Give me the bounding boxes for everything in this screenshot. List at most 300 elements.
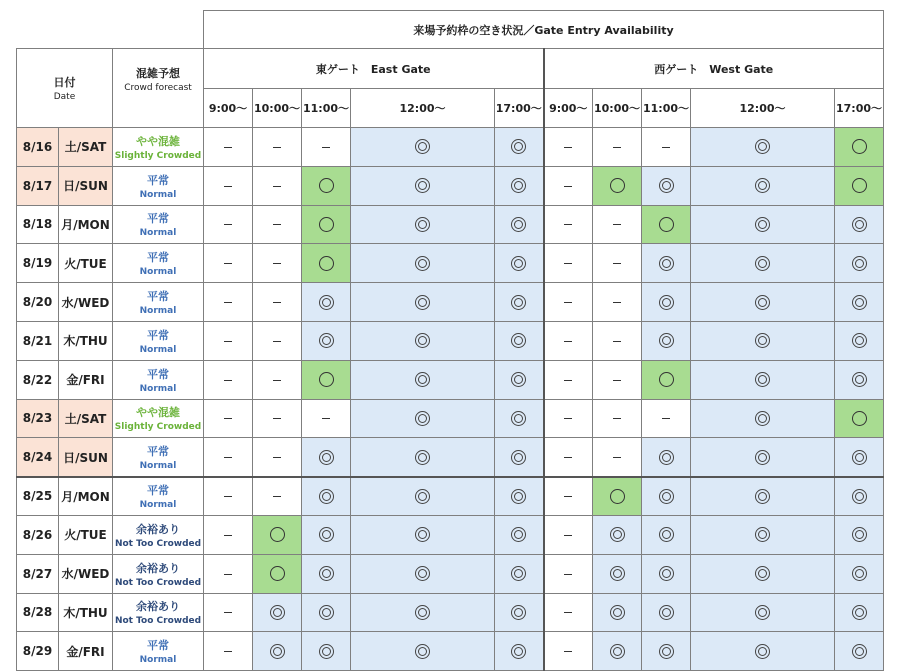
dash-icon <box>564 418 572 419</box>
forecast-label-jp: 平常 <box>147 639 169 653</box>
double-circle-icon <box>319 295 334 310</box>
blank-corner <box>17 11 204 49</box>
double-circle-icon <box>852 217 867 232</box>
double-circle-icon <box>511 489 526 504</box>
double-circle-icon <box>755 566 770 581</box>
east-slot-1200 <box>351 515 495 554</box>
dash-icon <box>613 341 621 342</box>
east-gate-header: 東ゲート East Gate <box>204 49 544 89</box>
forecast-label-en: Not Too Crowded <box>114 577 202 588</box>
day-cell: 日/SUN <box>59 438 113 477</box>
west-slot-0900 <box>544 244 593 283</box>
day-cell: 土/SAT <box>59 128 113 167</box>
double-circle-icon <box>415 295 430 310</box>
table-row <box>17 244 884 283</box>
dash-icon <box>224 380 232 381</box>
double-circle-icon <box>511 411 526 426</box>
east-time-1200: 12:00～ <box>351 89 495 128</box>
day-cell: 火/TUE <box>59 515 113 554</box>
double-circle-icon <box>610 605 625 620</box>
west-slot-1100 <box>642 283 691 322</box>
dash-icon <box>662 418 670 419</box>
circle-icon <box>659 372 674 387</box>
dash-icon <box>224 341 232 342</box>
circle-icon <box>319 372 334 387</box>
forecast-cell <box>113 554 204 593</box>
dash-icon <box>662 147 670 148</box>
west-slot-1700 <box>835 438 884 477</box>
dash-icon <box>613 380 621 381</box>
west-slot-1000 <box>593 283 642 322</box>
east-slot-0900 <box>204 515 253 554</box>
double-circle-icon <box>755 139 770 154</box>
forecast-label-en: Normal <box>139 267 177 278</box>
dash-icon <box>613 224 621 225</box>
dash-icon <box>224 535 232 536</box>
dash-icon <box>564 147 572 148</box>
east-slot-1200 <box>351 554 495 593</box>
east-slot-1200 <box>351 321 495 360</box>
dash-icon <box>273 418 281 419</box>
east-slot-0900 <box>204 477 253 516</box>
east-slot-1700 <box>495 515 544 554</box>
day-cell: 日/SUN <box>59 166 113 205</box>
west-slot-1700 <box>835 477 884 516</box>
dash-icon <box>224 496 232 497</box>
forecast-cell <box>113 283 204 322</box>
date-cell: 8/22 <box>17 360 59 399</box>
east-slot-1200 <box>351 632 495 671</box>
east-slot-1100 <box>302 554 351 593</box>
east-slot-1100 <box>302 360 351 399</box>
west-time-1000: 10:00～ <box>593 89 642 128</box>
east-slot-1700 <box>495 166 544 205</box>
east-slot-1200 <box>351 244 495 283</box>
double-circle-icon <box>755 605 770 620</box>
east-slot-1200 <box>351 399 495 438</box>
west-slot-1000 <box>593 477 642 516</box>
west-slot-1000 <box>593 321 642 360</box>
west-slot-1000 <box>593 515 642 554</box>
double-circle-icon <box>659 256 674 271</box>
dash-icon <box>273 380 281 381</box>
forecast-cell <box>113 477 204 516</box>
double-circle-icon <box>415 372 430 387</box>
date-cell: 8/24 <box>17 438 59 477</box>
dash-icon <box>273 496 281 497</box>
double-circle-icon <box>270 644 285 659</box>
date-cell: 8/21 <box>17 321 59 360</box>
double-circle-icon <box>415 605 430 620</box>
east-slot-1700 <box>495 399 544 438</box>
east-slot-1700 <box>495 554 544 593</box>
east-slot-0900 <box>204 632 253 671</box>
west-slot-0900 <box>544 554 593 593</box>
dash-icon <box>322 418 330 419</box>
day-cell: 火/TUE <box>59 244 113 283</box>
double-circle-icon <box>319 333 334 348</box>
east-slot-0900 <box>204 360 253 399</box>
west-slot-0900 <box>544 632 593 671</box>
double-circle-icon <box>852 489 867 504</box>
circle-icon <box>852 139 867 154</box>
double-circle-icon <box>415 489 430 504</box>
dash-icon <box>273 263 281 264</box>
east-slot-1000 <box>253 360 302 399</box>
east-slot-0900 <box>204 554 253 593</box>
day-cell: 水/WED <box>59 554 113 593</box>
west-slot-1700 <box>835 244 884 283</box>
double-circle-icon <box>511 333 526 348</box>
double-circle-icon <box>755 527 770 542</box>
circle-icon <box>319 178 334 193</box>
east-slot-1700 <box>495 593 544 632</box>
dash-icon <box>613 418 621 419</box>
table-row <box>17 438 884 477</box>
double-circle-icon <box>511 450 526 465</box>
west-slot-1700 <box>835 632 884 671</box>
dash-icon <box>564 535 572 536</box>
double-circle-icon <box>610 566 625 581</box>
dash-icon <box>322 147 330 148</box>
east-slot-1000 <box>253 283 302 322</box>
forecast-label-en: Not Too Crowded <box>114 538 202 549</box>
west-time-0900: 9:00～ <box>544 89 593 128</box>
forecast-label-jp: 平常 <box>147 328 169 342</box>
west-slot-1100 <box>642 205 691 244</box>
table-title: 来場予約枠の空き状況／Gate Entry Availability <box>204 11 884 49</box>
double-circle-icon <box>659 333 674 348</box>
double-circle-icon <box>659 644 674 659</box>
east-slot-1100 <box>302 632 351 671</box>
east-slot-1100 <box>302 244 351 283</box>
dash-icon <box>273 302 281 303</box>
east-slot-1200 <box>351 360 495 399</box>
west-slot-1200 <box>691 438 835 477</box>
west-slot-1200 <box>691 166 835 205</box>
west-slot-0900 <box>544 515 593 554</box>
east-slot-1000 <box>253 477 302 516</box>
dash-icon <box>224 263 232 264</box>
dash-icon <box>224 224 232 225</box>
west-slot-1100 <box>642 593 691 632</box>
east-slot-1100 <box>302 477 351 516</box>
east-slot-1100 <box>302 205 351 244</box>
forecast-header <box>113 49 204 128</box>
double-circle-icon <box>415 139 430 154</box>
east-slot-0900 <box>204 128 253 167</box>
dash-icon <box>564 574 572 575</box>
circle-icon <box>319 217 334 232</box>
dash-icon <box>224 147 232 148</box>
west-slot-1700 <box>835 166 884 205</box>
east-slot-1000 <box>253 244 302 283</box>
dash-icon <box>613 147 621 148</box>
double-circle-icon <box>319 489 334 504</box>
double-circle-icon <box>511 256 526 271</box>
date-cell: 8/28 <box>17 593 59 632</box>
double-circle-icon <box>659 605 674 620</box>
double-circle-icon <box>755 489 770 504</box>
east-slot-1700 <box>495 477 544 516</box>
west-slot-1700 <box>835 593 884 632</box>
forecast-cell <box>113 166 204 205</box>
forecast-label-jp: 余裕あり <box>136 561 180 575</box>
double-circle-icon <box>852 295 867 310</box>
day-cell: 金/FRI <box>59 360 113 399</box>
east-slot-1100 <box>302 438 351 477</box>
west-slot-1200 <box>691 360 835 399</box>
date-cell: 8/23 <box>17 399 59 438</box>
day-cell: 金/FRI <box>59 632 113 671</box>
west-slot-1200 <box>691 244 835 283</box>
west-slot-1200 <box>691 632 835 671</box>
west-slot-0900 <box>544 166 593 205</box>
double-circle-icon <box>511 605 526 620</box>
forecast-label-jp: やや混雑 <box>136 406 180 420</box>
forecast-label-en: Slightly Crowded <box>114 150 202 161</box>
forecast-label-en: Normal <box>139 228 177 239</box>
date-header-en: Date <box>53 92 76 102</box>
dash-icon <box>273 457 281 458</box>
east-slot-0900 <box>204 166 253 205</box>
west-slot-1200 <box>691 554 835 593</box>
east-slot-1200 <box>351 166 495 205</box>
west-slot-1200 <box>691 593 835 632</box>
date-cell: 8/27 <box>17 554 59 593</box>
east-slot-0900 <box>204 399 253 438</box>
forecast-cell <box>113 632 204 671</box>
double-circle-icon <box>415 333 430 348</box>
date-cell: 8/25 <box>17 477 59 516</box>
west-slot-0900 <box>544 477 593 516</box>
double-circle-icon <box>319 450 334 465</box>
west-slot-1700 <box>835 554 884 593</box>
double-circle-icon <box>511 139 526 154</box>
dash-icon <box>224 457 232 458</box>
double-circle-icon <box>852 372 867 387</box>
west-slot-1000 <box>593 399 642 438</box>
dash-icon <box>564 457 572 458</box>
west-time-1200: 12:00～ <box>691 89 835 128</box>
double-circle-icon <box>319 527 334 542</box>
west-slot-1000 <box>593 205 642 244</box>
west-slot-0900 <box>544 360 593 399</box>
east-slot-1700 <box>495 632 544 671</box>
dash-icon <box>224 651 232 652</box>
dash-icon <box>273 147 281 148</box>
table-row <box>17 321 884 360</box>
double-circle-icon <box>415 644 430 659</box>
forecast-label-jp: 余裕あり <box>136 600 180 614</box>
forecast-label-jp: 平常 <box>147 484 169 498</box>
double-circle-icon <box>511 372 526 387</box>
west-slot-1200 <box>691 515 835 554</box>
east-time-0900: 9:00～ <box>204 89 253 128</box>
dash-icon <box>224 612 232 613</box>
east-slot-0900 <box>204 593 253 632</box>
east-slot-1100 <box>302 321 351 360</box>
forecast-label-en: Slightly Crowded <box>114 422 202 433</box>
west-slot-0900 <box>544 438 593 477</box>
double-circle-icon <box>415 450 430 465</box>
dash-icon <box>613 263 621 264</box>
double-circle-icon <box>511 566 526 581</box>
double-circle-icon <box>659 527 674 542</box>
forecast-label-en: Normal <box>139 306 177 317</box>
east-slot-1700 <box>495 244 544 283</box>
day-cell: 月/MON <box>59 205 113 244</box>
west-slot-1200 <box>691 477 835 516</box>
east-slot-1000 <box>253 166 302 205</box>
west-slot-1700 <box>835 321 884 360</box>
west-slot-0900 <box>544 593 593 632</box>
circle-icon <box>270 566 285 581</box>
double-circle-icon <box>659 450 674 465</box>
date-cell: 8/17 <box>17 166 59 205</box>
east-slot-1100 <box>302 593 351 632</box>
east-slot-1200 <box>351 477 495 516</box>
double-circle-icon <box>755 411 770 426</box>
double-circle-icon <box>852 256 867 271</box>
west-slot-1700 <box>835 283 884 322</box>
east-slot-0900 <box>204 205 253 244</box>
forecast-label-jp: 平常 <box>147 251 169 265</box>
double-circle-icon <box>415 217 430 232</box>
table-row <box>17 515 884 554</box>
dash-icon <box>273 341 281 342</box>
forecast-label-en: Normal <box>139 655 177 666</box>
west-gate-header: 西ゲート West Gate <box>544 49 884 89</box>
west-time-1100: 11:00～ <box>642 89 691 128</box>
double-circle-icon <box>319 566 334 581</box>
double-circle-icon <box>511 527 526 542</box>
date-header <box>17 49 113 128</box>
west-time-1700: 17:00～ <box>835 89 884 128</box>
west-slot-1100 <box>642 399 691 438</box>
east-slot-1200 <box>351 283 495 322</box>
east-slot-1000 <box>253 128 302 167</box>
table-row <box>17 283 884 322</box>
double-circle-icon <box>852 605 867 620</box>
east-time-1700: 17:00～ <box>495 89 544 128</box>
forecast-label-en: Normal <box>139 383 177 394</box>
east-slot-1000 <box>253 554 302 593</box>
table-row <box>17 399 884 438</box>
east-slot-0900 <box>204 283 253 322</box>
forecast-label-en: Normal <box>139 500 177 511</box>
date-cell: 8/26 <box>17 515 59 554</box>
double-circle-icon <box>755 450 770 465</box>
east-slot-1200 <box>351 438 495 477</box>
double-circle-icon <box>755 372 770 387</box>
east-slot-1100 <box>302 128 351 167</box>
east-slot-1000 <box>253 438 302 477</box>
circle-icon <box>852 178 867 193</box>
east-time-1000: 10:00～ <box>253 89 302 128</box>
double-circle-icon <box>415 566 430 581</box>
west-slot-1000 <box>593 438 642 477</box>
forecast-label-en: Normal <box>139 344 177 355</box>
east-slot-1700 <box>495 360 544 399</box>
west-slot-1200 <box>691 205 835 244</box>
east-slot-0900 <box>204 321 253 360</box>
west-slot-1000 <box>593 360 642 399</box>
west-slot-1700 <box>835 515 884 554</box>
forecast-label-jp: やや混雑 <box>136 134 180 148</box>
table-row <box>17 477 884 516</box>
forecast-label-jp: 平常 <box>147 212 169 226</box>
double-circle-icon <box>852 527 867 542</box>
dash-icon <box>564 380 572 381</box>
forecast-header-jp: 混雑予想 <box>136 67 180 80</box>
dash-icon <box>273 186 281 187</box>
double-circle-icon <box>610 527 625 542</box>
double-circle-icon <box>755 217 770 232</box>
west-slot-1200 <box>691 128 835 167</box>
west-slot-1000 <box>593 244 642 283</box>
double-circle-icon <box>511 217 526 232</box>
forecast-label-jp: 余裕あり <box>136 522 180 536</box>
west-slot-1200 <box>691 283 835 322</box>
forecast-label-jp: 平常 <box>147 290 169 304</box>
east-slot-1700 <box>495 438 544 477</box>
dash-icon <box>564 263 572 264</box>
west-slot-1100 <box>642 515 691 554</box>
west-slot-1100 <box>642 244 691 283</box>
table-row <box>17 205 884 244</box>
circle-icon <box>610 489 625 504</box>
date-cell: 8/16 <box>17 128 59 167</box>
west-slot-1000 <box>593 554 642 593</box>
circle-icon <box>270 527 285 542</box>
double-circle-icon <box>852 566 867 581</box>
table-row <box>17 128 884 167</box>
forecast-cell <box>113 399 204 438</box>
day-cell: 木/THU <box>59 593 113 632</box>
east-slot-1100 <box>302 515 351 554</box>
dash-icon <box>564 341 572 342</box>
double-circle-icon <box>755 178 770 193</box>
west-slot-1100 <box>642 477 691 516</box>
forecast-cell <box>113 205 204 244</box>
east-slot-1200 <box>351 205 495 244</box>
forecast-header-en: Crowd forecast <box>124 83 192 93</box>
dash-icon <box>613 457 621 458</box>
double-circle-icon <box>415 178 430 193</box>
double-circle-icon <box>610 644 625 659</box>
west-slot-0900 <box>544 205 593 244</box>
double-circle-icon <box>755 295 770 310</box>
east-slot-1000 <box>253 399 302 438</box>
double-circle-icon <box>415 256 430 271</box>
west-slot-1700 <box>835 205 884 244</box>
forecast-cell <box>113 593 204 632</box>
double-circle-icon <box>755 333 770 348</box>
forecast-cell <box>113 321 204 360</box>
table-row <box>17 166 884 205</box>
double-circle-icon <box>415 411 430 426</box>
date-cell: 8/18 <box>17 205 59 244</box>
forecast-cell <box>113 128 204 167</box>
date-header-jp: 日付 <box>53 76 76 89</box>
west-slot-1000 <box>593 166 642 205</box>
west-slot-1000 <box>593 632 642 671</box>
west-slot-1100 <box>642 360 691 399</box>
west-slot-1700 <box>835 360 884 399</box>
forecast-label-jp: 平常 <box>147 173 169 187</box>
east-slot-1700 <box>495 321 544 360</box>
